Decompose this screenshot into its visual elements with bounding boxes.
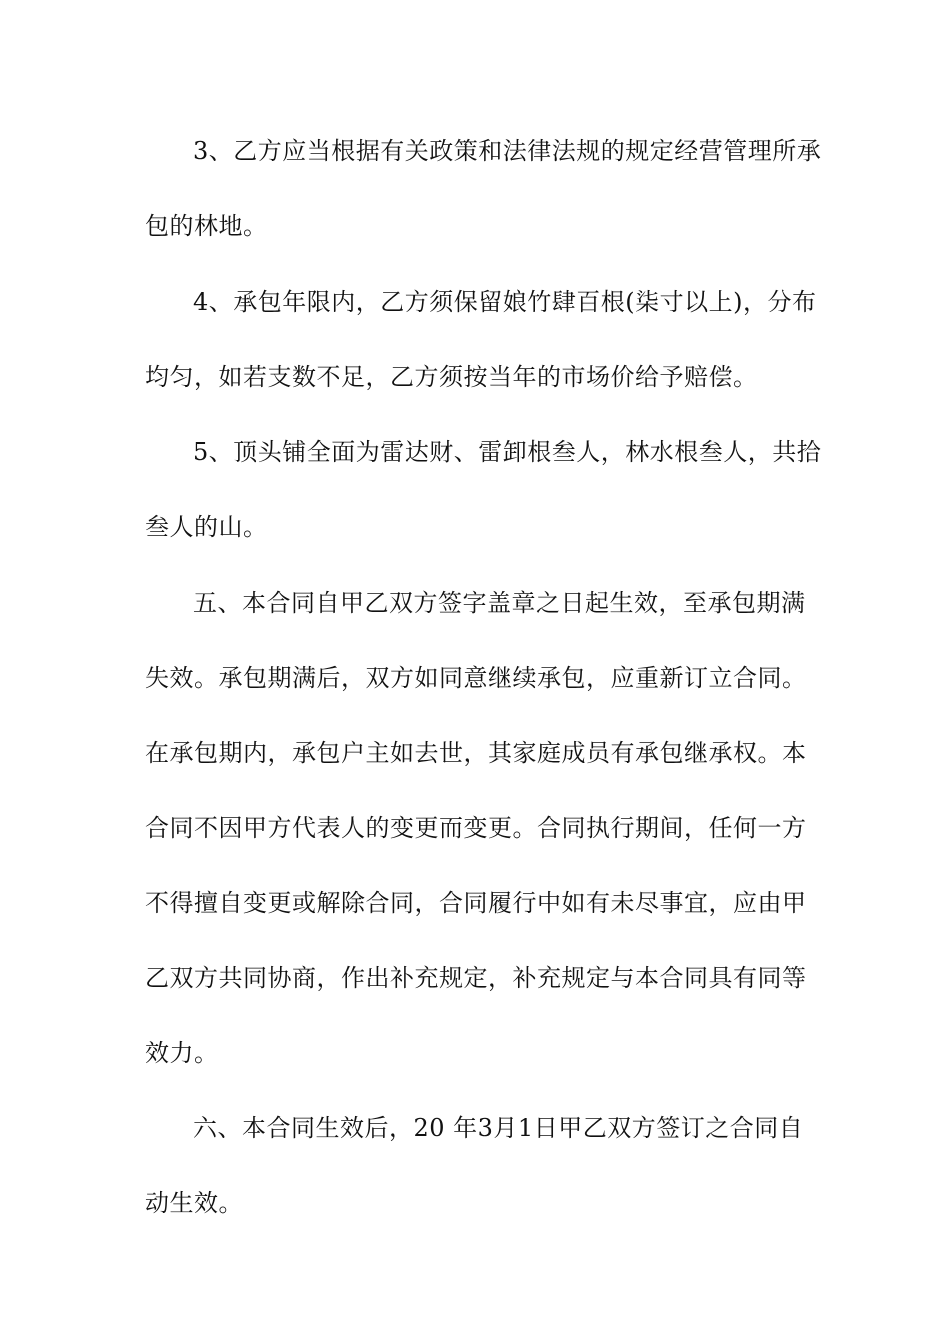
article-5-line-7: 效力。	[145, 1039, 219, 1067]
clause-5-line-2: 叁人的山。	[145, 513, 268, 541]
clause-4-line-1: 4、承包年限内，乙方须保留娘竹肆百根(柒寸以上)，分布	[193, 288, 817, 316]
article-5-line-2: 失效。承包期满后，双方如同意继续承包，应重新订立合同。	[145, 664, 807, 692]
clause-3-line-2: 包的林地。	[145, 212, 268, 240]
clause-5-line-1: 5、顶头铺全面为雷达财、雷卸根叁人，林水根叁人，共拾	[193, 438, 822, 466]
article-6-line-1: 六、本合同生效后，20 年3月1日甲乙双方签订之合同自	[193, 1114, 804, 1142]
article-5-line-6: 乙双方共同协商，作出补充规定，补充规定与本合同具有同等	[145, 964, 807, 992]
article-6-line-2: 动生效。	[145, 1189, 243, 1217]
clause-4-line-2: 均匀，如若支数不足，乙方须按当年的市场价给予赔偿。	[145, 363, 758, 391]
article-5-line-5: 不得擅自变更或解除合同，合同履行中如有未尽事宜，应由甲	[145, 889, 807, 917]
clause-3-line-1: 3、乙方应当根据有关政策和法律法规的规定经营管理所承	[193, 137, 822, 165]
article-5-line-3: 在承包期内，承包户主如去世，其家庭成员有承包继承权。本	[145, 739, 807, 767]
article-5-line-4: 合同不因甲方代表人的变更而变更。合同执行期间，任何一方	[145, 814, 807, 842]
article-5-line-1: 五、本合同自甲乙双方签字盖章之日起生效，至承包期满	[193, 589, 806, 617]
